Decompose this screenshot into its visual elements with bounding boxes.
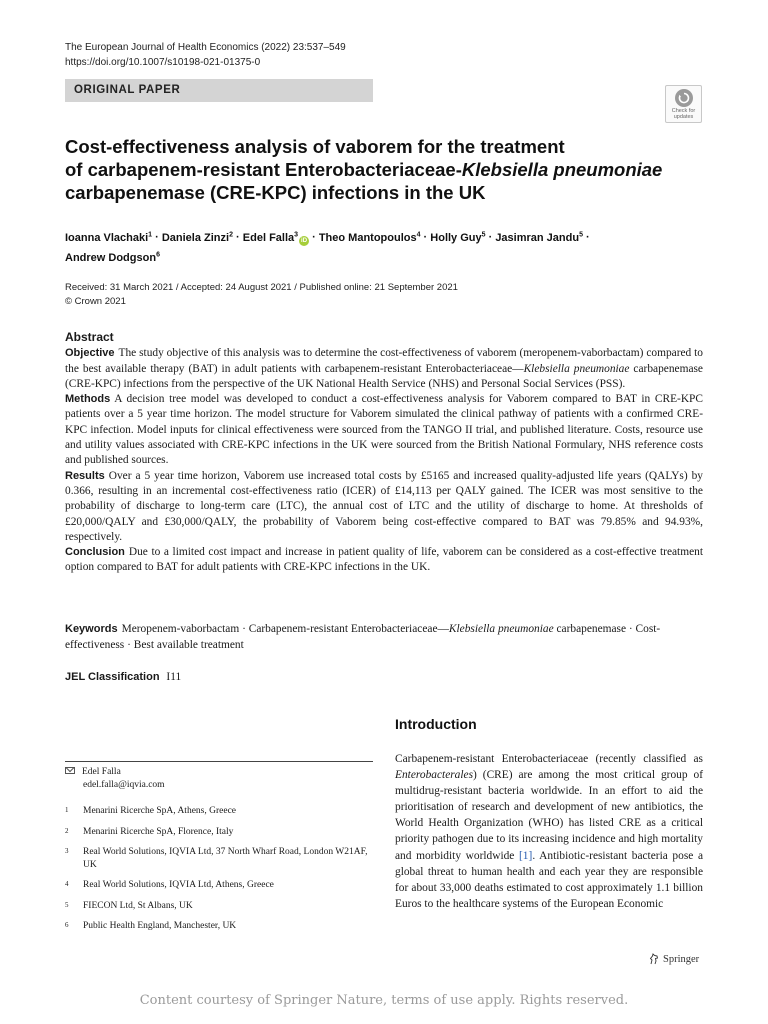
orcid-icon[interactable]: iD bbox=[301, 237, 308, 244]
correspondence-name: Edel Falla bbox=[82, 767, 121, 777]
author[interactable]: Ioanna Vlachaki$^1$ bbox=[65, 231, 153, 244]
author[interactable]: Edel Falla$^3$ bbox=[242, 231, 299, 244]
affiliations bbox=[65, 805, 373, 941]
footnote-divider bbox=[65, 761, 373, 762]
affiliation-item: 1 Menarini Ricerche SpA, Athens, Greece bbox=[65, 806, 237, 816]
author[interactable]: Andrew Dodgson$^6$ bbox=[65, 251, 160, 265]
introduction-heading: Introduction bbox=[395, 716, 477, 732]
title-line-2-italic: Klebsiella pneumoniae bbox=[461, 159, 663, 180]
author[interactable]: Jasimran Jandu$^5$ bbox=[495, 231, 583, 244]
author-list: Ioanna Vlachaki$^1$ · Daniela Zinzi$^2$ · Edel Falla$^3$iD · Theo Mantopoulos$^4$ · Holly Guy$^5$ · Jasimran Jandu$^5$ · Andrew Dodgson$^6$ bbox=[65, 231, 590, 265]
affiliation-item: 2 Menarini Ricerche SpA, Florence, Italy bbox=[65, 826, 234, 837]
abstract-methods: Methods A decision tree model was developed to conduct a cost-effectiveness analysis for Vaborem compared to BAT in CRE-KPC patients over a 5 year time horizon. The model structure for Vaborem simulated the clinical pathway of patients with a confirmed CRE-KPC infection. Model inputs for clinical effectiveness were sourced from the TANGO II trial, and published literature. Costs, resource use and utility values associated with CRE-KPC infections in the UK were sourced from the British National Formulary, NHS reference costs and published sources. bbox=[65, 393, 703, 467]
title-line-3: carbapenemase (CRE-KPC) infections in the UK bbox=[65, 182, 486, 203]
refresh-icon bbox=[675, 89, 693, 107]
jel-classification bbox=[65, 670, 181, 685]
affiliation-item: 3 Real World Solutions, IQVIA Ltd, 37 North Wharf Road, London W21AF, UK bbox=[65, 847, 368, 870]
doi-link[interactable]: https://doi.org/10.1007/s10198-021-01375-0 bbox=[65, 57, 261, 68]
copyright-line: © Crown 2021 bbox=[65, 296, 126, 307]
affiliation-item: 4 Real World Solutions, IQVIA Ltd, Athens, Greece bbox=[65, 880, 274, 890]
author[interactable]: Holly Guy$^5$ bbox=[430, 231, 486, 244]
abstract-results: Results Over a 5 year time horizon, Vaborem use increased total costs by £5165 and increased quality-adjusted life years (QALYs) by 0.366, resulting in an incremental cost-effectiveness ratio (ICER) of £14,113 per QALY gained. The ICER was most sensitive to the probability of discharge to long-term care (LTC), the annual cost of LTC and the utility of discharge to home. At thresholds of £20,000/QALY and £30,000/QALY, the probability of Vaborem being cost-effective compared to BAT was 79.85% and 94.93%, respectively. bbox=[65, 469, 703, 543]
author[interactable]: Theo Mantopoulos$^4$ bbox=[318, 231, 421, 244]
abstract-section bbox=[65, 330, 703, 576]
keywords: Keywords Meropenem-vaborbactam · Carbapenem-resistant Enterobacteriaceae—Klebsiella pneumoniae carbapenemase · Cost-effectiveness · Best available treatment bbox=[65, 623, 661, 651]
envelope-icon bbox=[65, 767, 75, 774]
article-type-banner: ORIGINAL PAPER bbox=[65, 79, 373, 102]
methods-label: Methods bbox=[65, 393, 111, 406]
check-for-updates-badge[interactable] bbox=[665, 85, 702, 123]
author[interactable]: Daniela Zinzi$^2$ bbox=[161, 231, 233, 244]
affiliation-item: 6 Public Health England, Manchester, UK bbox=[65, 921, 237, 931]
abstract-heading: Abstract bbox=[65, 330, 114, 344]
correspondence bbox=[65, 766, 373, 791]
courtesy-notice: Content courtesy of Springer Nature, terms of use apply. Rights reserved. bbox=[139, 993, 629, 1008]
springer-horse-icon bbox=[648, 953, 660, 965]
jel-value: I11 bbox=[166, 671, 182, 683]
reference-link[interactable]: [1] bbox=[519, 849, 533, 862]
title-line-1: Cost-effectiveness analysis of vaborem for the treatment bbox=[65, 136, 565, 157]
badge-label-2: updates bbox=[673, 114, 694, 120]
badge-label-1: Check for bbox=[671, 108, 696, 114]
objective-label: Objective bbox=[65, 347, 115, 360]
journal-citation bbox=[65, 40, 346, 70]
affiliation-item: 5 FIECON Ltd, St Albans, UK bbox=[65, 900, 193, 911]
abstract-conclusion: Conclusion Due to a limited cost impact and increase in patient quality of life, vaborem can be considered as a cost-effective treatment option compared to BAT for adult patients with CRE-KPC infections in the UK. bbox=[65, 546, 703, 574]
conclusion-label: Conclusion bbox=[65, 546, 125, 559]
jel-label: JEL Classification bbox=[65, 671, 160, 683]
journal-line: The European Journal of Health Economics (2022) 23:537–549 bbox=[65, 42, 346, 53]
correspondence-email[interactable]: edel.falla@iqvia.com bbox=[83, 779, 165, 790]
keywords-label: Keywords bbox=[65, 623, 118, 635]
abstract-objective: Objective The study objective of this analysis was to determine the cost-effectiveness of vaborem (meropenem-vaborbactam) compared to the best available therapy (BAT) in adult patients with carbapenem-resistant Enterobacteriaceae—Klebsiella pneumoniae carbapenemase (CRE-KPC) infections from the perspective of the UK National Health Service (NHS) and Personal Social Services (PSS). bbox=[65, 347, 703, 390]
dates-line: Received: 31 March 2021 / Accepted: 24 August 2021 / Published online: 21 September 2021 bbox=[65, 282, 458, 293]
publisher-name: Springer bbox=[663, 953, 700, 965]
results-label: Results bbox=[65, 469, 105, 482]
publication-dates bbox=[65, 281, 458, 309]
title-line-2-prefix: of carbapenem-resistant Enterobacteriaceae- bbox=[65, 159, 462, 180]
publisher-mark bbox=[648, 953, 699, 965]
paper-title bbox=[65, 135, 705, 204]
introduction-body: Carbapenem-resistant Enterobacteriaceae (recently classified as Enterobacterales) (CRE) are among the most critical group of multidrug-resistant bacteria worldwide. In an effort to aid the prioritisation of research and development of new antibiotics, the World Health Organization (WHO) has listed CRE as a critical priority pathogen due to its increasing incidence and high mortality and morbidity worldwide [1]. Antibiotic-resistant bacteria pose a global threat to human health and each year they are responsible for about 33,000 deaths estimated to cost approximately 1.1 billion Euros to the healthcare systems of the European Economic bbox=[395, 753, 704, 910]
